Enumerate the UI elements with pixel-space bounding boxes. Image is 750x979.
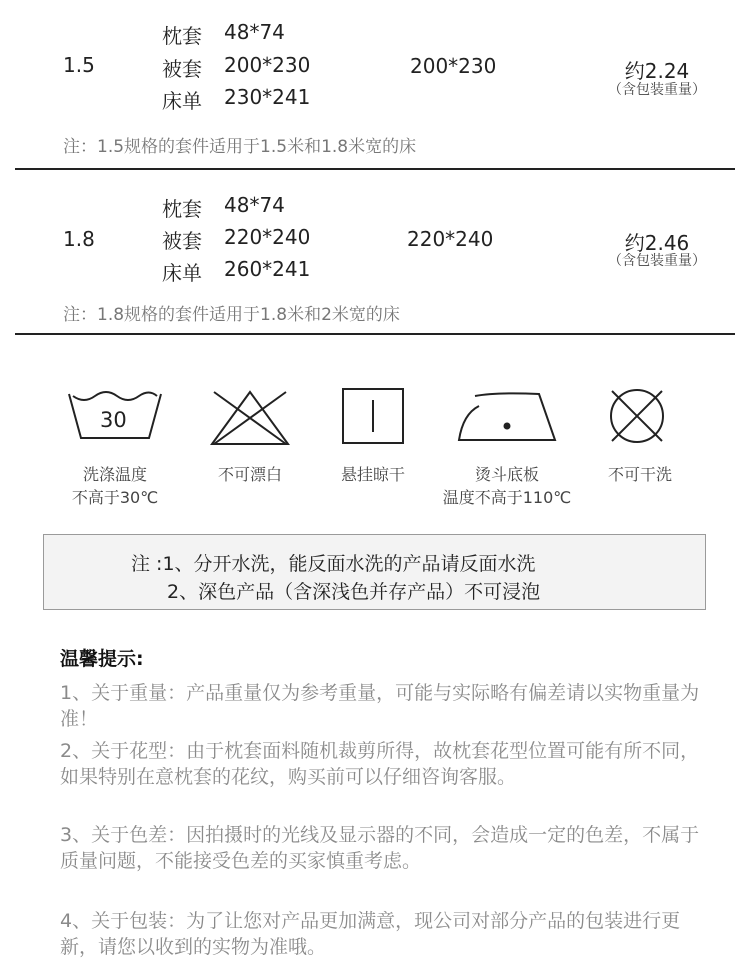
notice-line: 2、深色产品（含深浅色并存产品）不可浸泡 bbox=[167, 581, 541, 603]
item-name: 枕套 bbox=[162, 197, 202, 221]
care-label: 洗涤温度 bbox=[82, 465, 147, 484]
cover-size: 220*240 bbox=[407, 227, 494, 251]
item-dim: 48*74 bbox=[224, 193, 285, 217]
item-name: 床单 bbox=[162, 261, 202, 285]
care-label: 温度不高于110℃ bbox=[442, 488, 572, 507]
iron-icon bbox=[457, 388, 557, 444]
size-note: 注：1.8规格的套件适用于1.8米和2米宽的床 bbox=[63, 305, 400, 325]
size-note: 注：1.5规格的套件适用于1.5米和1.8米宽的床 bbox=[63, 137, 417, 157]
tip-item: 2、关于花型：由于枕套面料随机裁剪所得，故枕套花型位置可能有所不同，如果特别在意枕套的花纹，购买前可以仔细咨询客服。 bbox=[60, 740, 700, 788]
no-dry-clean-icon bbox=[606, 385, 668, 447]
washing-notice-box bbox=[43, 534, 706, 610]
item-dim: 200*230 bbox=[224, 53, 311, 77]
item-dim: 220*240 bbox=[224, 225, 311, 249]
tip-item: 1、关于重量：产品重量仅为参考重量，可能与实际略有偏差请以实物重量为准！ bbox=[60, 682, 700, 730]
tips-title: 温馨提示: bbox=[60, 648, 144, 670]
item-dim: 230*241 bbox=[224, 85, 311, 109]
wash-temp: 30 bbox=[100, 408, 127, 432]
weight-note: （含包装重量） bbox=[608, 82, 706, 98]
weight-value: 约2.46 bbox=[624, 231, 690, 255]
item-name: 床单 bbox=[162, 89, 202, 113]
weight-value: 约2.24 bbox=[624, 59, 690, 83]
row-divider bbox=[15, 333, 735, 335]
size-label: 1.5 bbox=[63, 53, 95, 77]
item-name: 枕套 bbox=[162, 24, 202, 48]
item-name: 被套 bbox=[162, 229, 202, 253]
no-bleach-icon bbox=[208, 388, 292, 448]
cover-size: 200*230 bbox=[410, 54, 497, 78]
weight-note: （含包装重量） bbox=[608, 253, 706, 269]
row-divider bbox=[15, 168, 735, 170]
care-label: 不可漂白 bbox=[217, 465, 282, 484]
care-label: 不可干洗 bbox=[607, 465, 672, 484]
care-label: 烫斗底板 bbox=[474, 465, 539, 484]
item-dim: 260*241 bbox=[224, 257, 311, 281]
item-dim: 48*74 bbox=[224, 20, 285, 44]
tip-item: 4、关于包装：为了让您对产品更加满意，现公司对部分产品的包装进行更新，请您以收到的实物为准哦。 bbox=[60, 910, 681, 958]
size-label: 1.8 bbox=[63, 227, 95, 251]
care-label: 不高于30℃ bbox=[71, 488, 159, 507]
notice-line: 注 :1、分开水洗，能反面水洗的产品请反面水洗 bbox=[131, 553, 536, 575]
care-label: 悬挂晾干 bbox=[340, 465, 405, 484]
tip-item: 3、关于色差：因拍摄时的光线及显示器的不同，会造成一定的色差，不属于质量问题，不能接受色差的买家慎重考虑。 bbox=[60, 824, 700, 872]
item-name: 被套 bbox=[162, 57, 202, 81]
hang-dry-icon bbox=[342, 388, 404, 444]
